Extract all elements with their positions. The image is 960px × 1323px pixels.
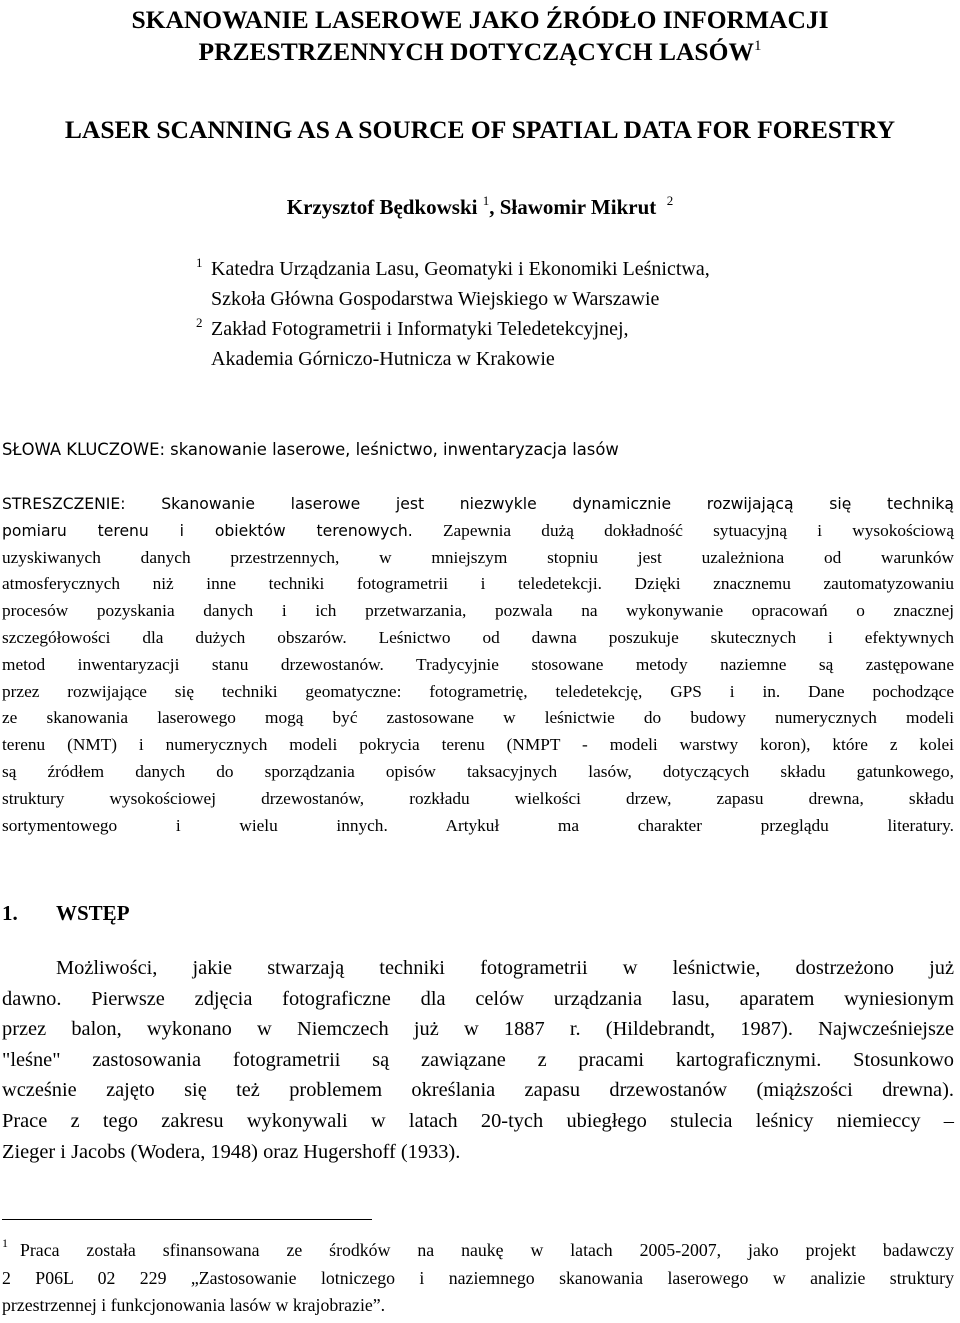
abstract-line: przez rozwijające się techniki geomatyczne: fotogrametrię, teledetekcję, GPS i in. Dane pochodzące (2, 681, 954, 701)
abstract-line: struktury wysokościowej drzewostanów, rozkładu wielkości drzew, zapasu drewna, składu (2, 788, 954, 808)
title-polish-line1: SKANOWANIE LASEROWE JAKO ŹRÓDŁO INFORMACJI (131, 5, 829, 34)
title-polish-line2: PRZESTRZENNYCH DOTYCZĄCYCH LASÓW$^1$ (198, 37, 762, 66)
abstract-line: są źródłem danych do sporządzania opisów taksacyjnych lasów, dotyczących składu gatunkowego, (2, 761, 954, 781)
abstract-line: metod inwentaryzacji stanu drzewostanów. Tradycyjnie stosowane metody naziemne są zastępowane (2, 654, 954, 674)
abstract-line: pomiaru terenu i obiektów terenowych. Zapewnia dużą dokładność sytuacyjną i wysokościową (2, 520, 954, 540)
intro-line: dawno. Pierwsze zdjęcia fotograficzne dla celów urządzania lasu, aparatem wyniesionym (2, 987, 954, 1010)
intro-line: Zieger i Jacobs (Wodera, 1948) oraz Hugershoff (1933). (2, 1140, 461, 1163)
keywords: SŁOWA KLUCZOWE: skanowanie laserowe, leśnictwo, inwentaryzacja lasów (2, 440, 619, 459)
footnote-divider (2, 1219, 372, 1220)
affiliation-1-line2: Szkoła Główna Gospodarstwa Wiejskiego w Warszawie (211, 288, 660, 310)
abstract-line: terenu (NMT) i numerycznych modeli pokrycia terenu (NMPT - modeli warstwy koron), które z kolei (2, 735, 954, 755)
section-title: WSTĘP (56, 901, 130, 925)
affiliation-2-line2: Akademia Górniczo-Hutnicza w Krakowie (211, 348, 555, 370)
section-number: 1. (2, 901, 18, 925)
title-footnote-mark: 1 (753, 38, 762, 54)
title-polish (0, 4, 960, 68)
abstract-line: procesów pozyskania danych i ich przetwarzania, pozwala na wykonywanie opracowań o znacznej (2, 601, 954, 621)
intro-line: wcześnie zajęto się też problemem określania zapasu drzewostanów (miąższości drewna). (2, 1079, 954, 1102)
abstract-line: atmosferycznych niż inne techniki fotogrametrii i teledetekcji. Dzięki znacznemu zautomatyzowaniu (2, 574, 954, 594)
footnote-line: 2 P06L 02 229 „Zastosowanie lotniczego i naziemnego skanowania laserowego w analizie struktury (2, 1267, 954, 1288)
section-heading (2, 898, 130, 928)
intro-line: "leśne" zastosowania fotogrametrii są zawiązane z pracami kartograficznymi. Stosunkowo (2, 1048, 954, 1071)
abstract-line: sortymentowego i wielu innych. Artykuł ma charakter przeglądu literatury. (2, 815, 954, 835)
abstract-line: szczegółowości dla dużych obszarów. Leśnictwo od dawna poszukuje skutecznych i efektywnych (2, 627, 954, 647)
author-1: Krzysztof Będkowski (286, 195, 478, 219)
abstract-line (2, 839, 954, 866)
abstract (2, 491, 954, 866)
intro-line: Prace z tego zakresu wykonywali w latach 20-tych ubiegłego stulecia leśnicy niemieccy – (2, 1109, 954, 1132)
footnote (2, 1237, 954, 1320)
abstract-line: STRESZCZENIE: Skanowanie laserowe jest niezwykle dynamicznie rozwijającą się techniką (2, 495, 954, 513)
affiliation-1-line1: 1 Katedra Urządzania Lasu, Geomatyki i Ekonomiki Leśnictwa, (196, 255, 710, 280)
title-english: LASER SCANNING AS A SOURCE OF SPATIAL DATA FOR FORESTRY (64, 115, 896, 144)
authors (0, 192, 960, 222)
intro-paragraph (2, 953, 954, 1167)
abstract-label: STRESZCZENIE: (2, 495, 126, 513)
footnote-line: 1 Praca została sfinansowana ze środków na naukę w latach 2005-2007, jako projekt badawczy (2, 1236, 954, 1260)
affiliations (196, 254, 710, 374)
affiliation-2-line1: 2 Zakład Fotogrametrii i Informatyki Teledetekcyjnej, (196, 315, 629, 340)
author-2-mark: 2 (666, 193, 674, 208)
author-2: Sławomir Mikrut (499, 195, 657, 219)
abstract-line: uzyskiwanych danych przestrzennych, w mniejszym stopniu jest uzależniona od warunków (2, 547, 954, 567)
intro-line: przez balon, wykonano w Niemczech już w 1887 r. (Hildebrandt, 1987). Najwcześniejsze (2, 1018, 954, 1041)
author-1-mark: 1 (482, 193, 490, 208)
abstract-line: ze skanowania laserowego mogą być zastosowane w leśnictwie do budowy numerycznych modeli (2, 708, 954, 728)
intro-line: Możliwości, jakie stwarzają techniki fotogrametrii w leśnictwie, dostrzeżono już (56, 957, 954, 979)
author-separator: , (489, 195, 500, 219)
footnote-line: przestrzennej i funkcjonowania lasów w krajobrazie”. (2, 1295, 386, 1315)
